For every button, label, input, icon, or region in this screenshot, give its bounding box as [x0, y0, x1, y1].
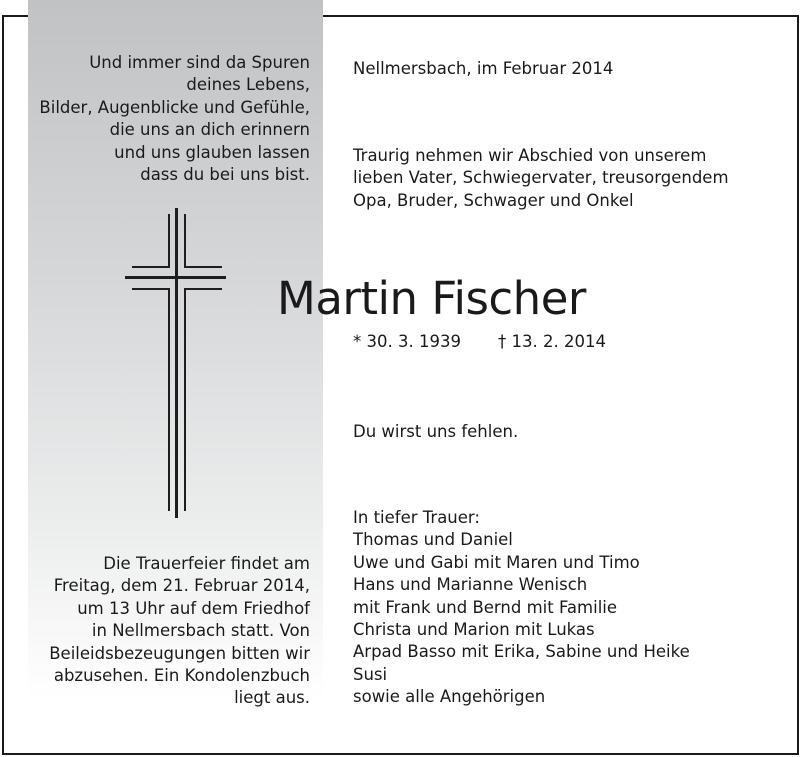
funeral-line: Die Trauerfeier findet am [103, 554, 310, 573]
intro-line: lieben Vater, Schwiegervater, treusorgendem [353, 168, 729, 188]
mourner-line: In tiefer Trauer: [353, 508, 480, 527]
mourner-line: mit Frank und Bernd mit Familie [353, 597, 618, 617]
funeral-line: Beileidsbezeugungen bitten wir [49, 643, 310, 663]
birth-date: * 30. 3. 1939 [353, 332, 461, 351]
funeral-line: Freitag, dem 21. Februar 2014, [53, 576, 310, 596]
funeral-line: um 13 Uhr auf dem Friedhof [77, 598, 310, 618]
deceased-name: Martin Fischer [277, 272, 586, 325]
funeral-info [49, 553, 310, 710]
mourners-list [353, 507, 690, 709]
poem-line: die uns an dich erinnern [109, 120, 310, 140]
funeral-line: abzusehen. Ein Kondolenzbuch [53, 666, 310, 686]
poem-line: Und immer sind da Spuren [89, 53, 310, 72]
poem-line: Bilder, Augenblicke und Gefühle, [39, 97, 310, 117]
intro-line: Opa, Bruder, Schwager und Onkel [353, 190, 634, 210]
death-date: † 13. 2. 2014 [498, 332, 606, 351]
poem [39, 52, 310, 186]
intro-line: Traurig nehmen wir Abschied von unserem [353, 146, 707, 165]
mourner-line: Christa und Marion mit Lukas [353, 620, 595, 640]
poem-line: dass du bei uns bist. [140, 165, 310, 185]
mourner-line: sowie alle Angehörigen [353, 687, 546, 707]
funeral-line: liegt aus. [234, 688, 310, 708]
mourner-line: Susi [353, 664, 388, 684]
mourner-line: Hans und Marianne Wenisch [353, 575, 588, 595]
mourner-line: Uwe und Gabi mit Maren und Timo [353, 552, 640, 572]
mourner-line: Thomas und Daniel [353, 530, 513, 550]
poem-line: deines Lebens, [186, 75, 310, 95]
poem-line: und uns glauben lassen [114, 142, 310, 162]
funeral-line: in Nellmersbach statt. Von [91, 621, 310, 641]
farewell-text: Du wirst uns fehlen. [353, 422, 519, 441]
place-date: Nellmersbach, im Februar 2014 [353, 59, 614, 78]
mourner-line: Arpad Basso mit Erika, Sabine und Heike [353, 642, 690, 662]
intro-text [353, 145, 729, 212]
